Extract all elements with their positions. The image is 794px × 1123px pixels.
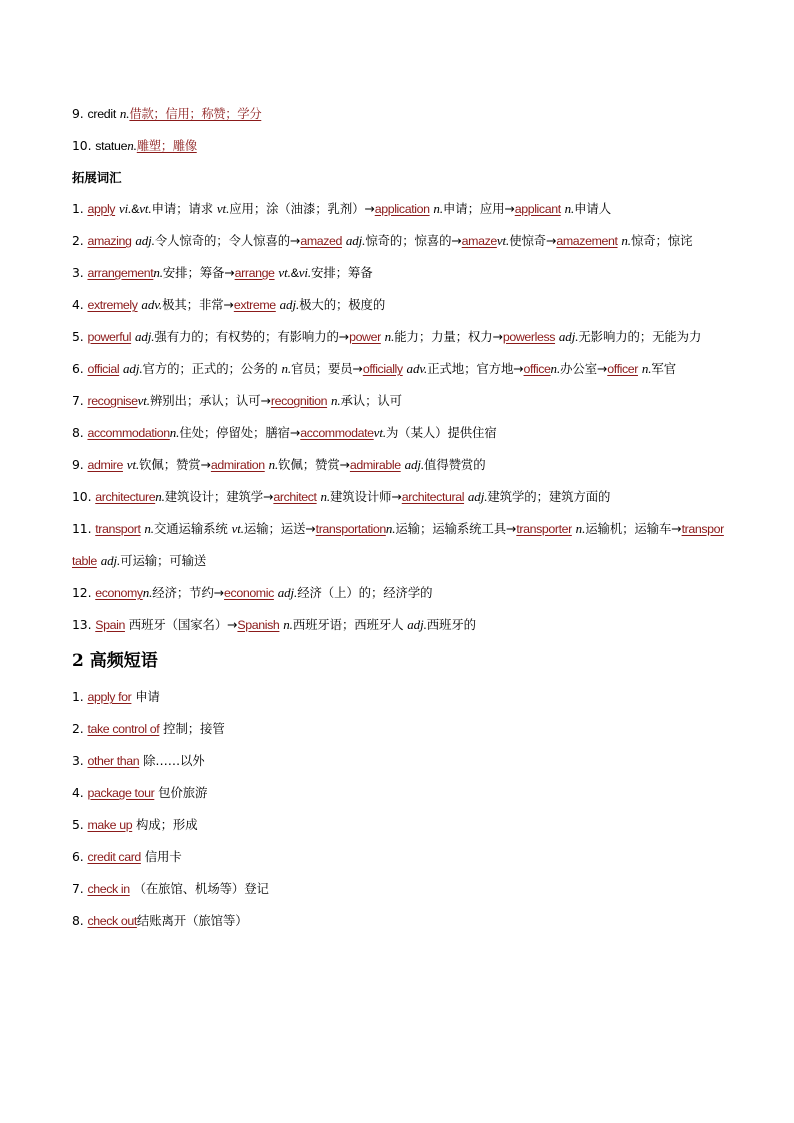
answer: economic [224, 586, 274, 600]
answer: transport [95, 522, 141, 536]
answer: amazing [87, 234, 132, 248]
ext-item-10: 10. architecturen.建筑设计；建筑学→architect n.建筑设计师→architectural adj.建筑学的；建筑方面的 [72, 489, 611, 504]
answer: check out [87, 914, 137, 928]
phrase-item: 2. take control of 控制；接管 [72, 721, 225, 736]
ext-item-7: 7. recognisevt.辨别出；承认；认可→recognition n.承认；认可 [72, 393, 402, 408]
answer: amaze [461, 234, 497, 248]
ext-item-3: 3. arrangementn.安排；筹备→arrange vt.&vi.安排；筹备 [72, 265, 373, 280]
ext-item-1: 1. apply vi.&vt.申请；请求 vt.应用；涂（油漆；乳剂）→application n.申请；应用→applicant n.申请人 [72, 201, 612, 216]
answer: powerless [502, 330, 556, 344]
extended-vocab-heading: 拓展词汇 [72, 170, 122, 185]
ext-item-11: 11. transport n.交通运输系统 vt.运输；运送→transportationn.运输；运输系统工具→transporter n.运输机；运输车→transportable adj.可运输；可输送 [72, 521, 724, 568]
answer: economy [95, 586, 143, 600]
answer: transportation [315, 522, 386, 536]
answer: 借款；信用；称赞；学分 [129, 107, 262, 121]
answer: officially [362, 362, 403, 376]
document-page [72, 98, 724, 937]
answer: package tour [87, 786, 155, 800]
ext-item-12: 12. economyn.经济；节约→economic adj.经济（上）的；经济学的 [72, 585, 433, 600]
answer: make up [87, 818, 133, 832]
answer: amazement [556, 234, 618, 248]
answer: take control of [87, 722, 160, 736]
answer: other than [87, 754, 140, 768]
ext-item-13: 13. Spain 西班牙（国家名）→Spanish n.西班牙语；西班牙人 adj.西班牙的 [72, 617, 476, 632]
answer: transportable [72, 522, 724, 568]
ext-item-9: 9. admire vt.钦佩；赞赏→admiration n.钦佩；赞赏→admirable adj.值得赞赏的 [72, 457, 486, 472]
answer: arrangement [87, 266, 154, 280]
answer: 雕塑；雕像 [136, 139, 197, 153]
answer: architecture [95, 490, 156, 504]
answer: amazed [300, 234, 343, 248]
answer: officer [607, 362, 638, 376]
phrase-item: 1. apply for 申请 [72, 689, 160, 704]
ext-item-5: 5. powerful adj.强有力的；有权势的；有影响力的→power n.能力；力量；权力→powerless adj.无影响力的；无能为力 [72, 329, 702, 344]
answer: power [349, 330, 381, 344]
answer: applicant [514, 202, 561, 216]
ext-item-2: 2. amazing adj.令人惊奇的；令人惊喜的→amazed adj.惊奇的；惊喜的→amazevt.使惊奇→amazement n.惊奇；惊诧 [72, 233, 693, 248]
answer: extremely [87, 298, 138, 312]
answer: application [374, 202, 430, 216]
answer: accommodation [87, 426, 170, 440]
answer: recognition [270, 394, 328, 408]
answer: office [523, 362, 551, 376]
answer: apply [87, 202, 116, 216]
answer: transporter [516, 522, 572, 536]
answer: extreme [233, 298, 276, 312]
ext-item-4: 4. extremely adv.极其；非常→extreme adj.极大的；极度的 [72, 297, 386, 312]
phrase-item: 8. check out结账离开（旅馆等） [72, 913, 248, 928]
section-heading-phrases: 2 高频短语 [72, 651, 158, 671]
answer: Spanish [237, 618, 280, 632]
answer: admirable [349, 458, 401, 472]
answer: architectural [401, 490, 465, 504]
phrase-list [72, 681, 724, 937]
answer: credit card [87, 850, 141, 864]
answer: Spain [95, 618, 125, 632]
phrase-item: 4. package tour 包价旅游 [72, 785, 208, 800]
answer: admiration [210, 458, 265, 472]
phrase-item: 3. other than 除……以外 [72, 753, 205, 768]
ext-item-8: 8. accommodationn.住处；停留处；膳宿→accommodatevt.为（某人）提供住宿 [72, 425, 497, 440]
vocab-line-10: 10. statuen.雕塑；雕像 [72, 138, 197, 153]
answer: architect [273, 490, 317, 504]
answer: official [87, 362, 120, 376]
answer: check in [87, 882, 130, 896]
answer: admire [87, 458, 123, 472]
phrase-item: 5. make up 构成；形成 [72, 817, 198, 832]
answer: apply for [87, 690, 132, 704]
answer: powerful [87, 330, 132, 344]
answer: recognise [87, 394, 138, 408]
phrase-item: 7. check in （在旅馆、机场等）登记 [72, 881, 269, 896]
ext-item-6: 6. official adj.官方的；正式的；公务的 n.官员；要员→officially adv.正式地；官方地→officen.办公室→officer n.军官 [72, 361, 676, 376]
answer: arrange [234, 266, 275, 280]
phrase-item: 6. credit card 信用卡 [72, 849, 182, 864]
answer: accommodate [300, 426, 374, 440]
vocab-line-9: 9. credit n.借款；信用；称赞；学分 [72, 106, 262, 121]
